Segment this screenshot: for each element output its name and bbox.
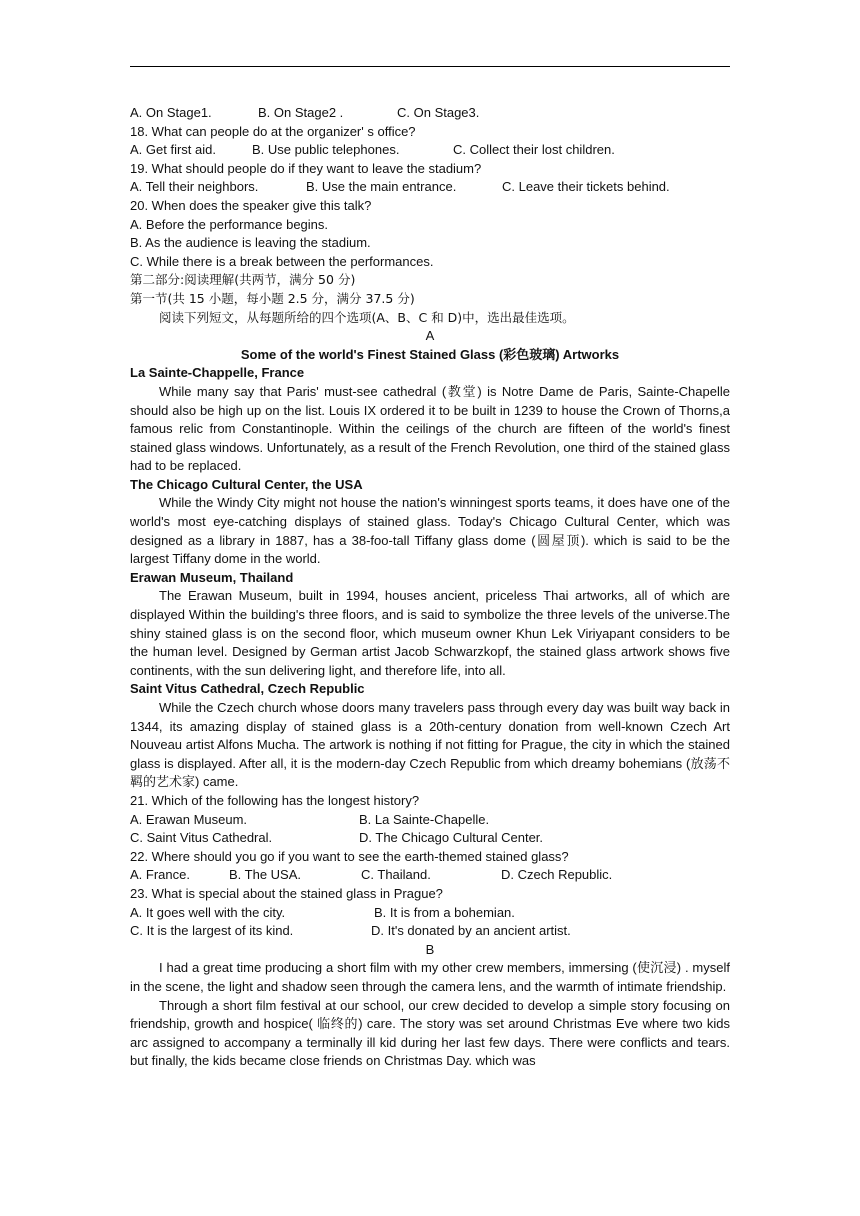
q22-option-a: A. France. — [130, 867, 190, 883]
q18-option-a: A. Get first aid. — [130, 142, 216, 158]
q22-option-b: B. The USA. — [229, 867, 302, 883]
q23-option-d: D. It's donated by an ancient artist. — [371, 923, 571, 939]
passage-b-label: B — [425, 941, 435, 957]
q23-options-row1 — [130, 904, 730, 923]
q18-option-b: B. Use public telephones. — [252, 142, 400, 158]
q18-options — [130, 141, 730, 160]
q23-option-c: C. It is the largest of its kind. — [130, 923, 294, 939]
q19-option-c: C. Leave their tickets behind. — [502, 179, 670, 195]
q21-option-b: B. La Sainte-Chapelle. — [359, 811, 490, 827]
q19-option-a: A. Tell their neighbors. — [130, 179, 259, 195]
paragraph-erawan: The Erawan Museum, built in 1994, houses ancient, priceless Thai artworks, all of which are displayed Within the building's three floors, and is said to symbolize the three levels of the universe.The shiny stained glass is on the second floor, which museum owner Khun Lek Viriyapant considers to be the human level. Designed by German artist Jacob Schwarzkopf, the stained glass artwork shows five continents, with the sun delivering light, and therefore life, into all. — [130, 588, 730, 678]
q22-option-d: D. Czech Republic. — [501, 867, 613, 883]
passage-a-label: A — [425, 328, 435, 344]
q21-option-d: D. The Chicago Cultural Center. — [359, 830, 544, 846]
section-heading-sainte-chapelle: La Sainte-Chappelle, France — [130, 365, 305, 381]
q22-options — [130, 866, 730, 885]
q21-options-row1 — [130, 811, 730, 830]
passage-b-paragraph-2: Through a short film festival at our school, our crew decided to develop a simple story focusing on friendship, growth and hospice( 临终的) care. The story was set around Christmas Eve where two kids arc assigned to accompany a terminally ill kid during her last few days. There were conflicts and tears. but finally, the kids became close friends on Christmas Day. which was — [130, 997, 730, 1069]
paragraph-sainte-chapelle: While many say that Paris' must-see cathedral (教堂) is Notre Dame de Paris, Sainte-Chapelle should also be high up on the list. Louis IX ordered it to be built in 1239 to house the Crown of Thorns,a famous relic from Constantinople. Within the ceilings of the church are fifteen of the world's finest stained glass windows. Unfortunately, as a result of the French Revolution, one third of the stained glass had to be replaced. — [130, 383, 730, 474]
instructions: 阅读下列短文，从每题所给的四个选项(A、B、C 和 D)中，选出最佳选项。 — [159, 309, 575, 325]
section-heading-chicago: The Chicago Cultural Center, the USA — [130, 476, 363, 492]
q23-question: 23. What is special about the stained glass in Prague? — [130, 885, 443, 901]
q18-option-c: C. Collect their lost children. — [453, 142, 615, 158]
part2-heading: 第二部分:阅读理解(共两节，满分 50 分) — [130, 272, 356, 288]
q17-options — [130, 104, 730, 123]
q20-question: 20. When does the speaker give this talk? — [130, 197, 372, 213]
document-content — [130, 104, 730, 1071]
q20-option-b: B. As the audience is leaving the stadium. — [130, 235, 371, 251]
q23-options-row2 — [130, 922, 730, 941]
q19-options — [130, 178, 730, 197]
q20-option-a: A. Before the performance begins. — [130, 216, 329, 232]
q22-question: 22. Where should you go if you want to see the earth-themed stained glass? — [130, 848, 569, 864]
passage-a-title: Some of the world's Finest Stained Glass (彩色玻璃) Artworks — [240, 346, 620, 362]
paragraph-chicago: While the Windy City might not house the nation's winningest sports teams, it does have one of the world's most eye-catching displays of stained glass. Today's Chicago Cultural Center, which was designed as a library in 1887, has a 38-foo-tall Tiffany glass dome (圆屋顶). which is said to be the largest Tiffany dome in the world. — [130, 495, 730, 567]
section-heading-saint-vitus: Saint Vitus Cathedral, Czech Republic — [130, 681, 365, 697]
header-rule — [130, 66, 730, 67]
q23-option-a: A. It goes well with the city. — [130, 904, 286, 920]
q19-option-b: B. Use the main entrance. — [306, 179, 457, 195]
q18-question: 18. What can people do at the organizer' s office? — [130, 123, 416, 139]
q17-option-c: C. On Stage3. — [397, 105, 480, 120]
q22-option-c: C. Thailand. — [361, 867, 431, 883]
q19-question: 19. What should people do if they want to leave the stadium? — [130, 160, 482, 176]
q17-option-a: A. On Stage1. — [130, 105, 212, 120]
section1-heading: 第一节(共 15 小题，每小题 2.5 分，满分 37.5 分) — [130, 290, 415, 306]
paragraph-saint-vitus: While the Czech church whose doors many travelers pass through every day was built way back in 1344, its amazing display of stained glass is a 20th-century donation from well-known Czech Art Nouveau artist Alfons Mucha. The artwork is nothing if not fitting for Prague, the city in which the stained glass is displayed. After all, it is the modern-day Czech Republic from which dreamy bohemians (放荡不羁的艺术家) came. — [130, 700, 730, 790]
q21-option-a: A. Erawan Museum. — [130, 811, 248, 827]
q21-question: 21. Which of the following has the longest history? — [130, 792, 420, 808]
q21-options-row2 — [130, 829, 730, 848]
q20-option-c: C. While there is a break between the performances. — [130, 253, 434, 269]
q23-option-b: B. It is from a bohemian. — [374, 904, 515, 920]
q17-option-b: B. On Stage2 . — [258, 105, 344, 120]
section-heading-erawan: Erawan Museum, Thailand — [130, 569, 294, 585]
passage-b-paragraph-1: I had a great time producing a short film with my other crew members, immersing (使沉浸) . myself in the scene, the light and shadow seen through the camera lens, and the warmth of intimate friendship. — [130, 960, 730, 994]
q21-option-c: C. Saint Vitus Cathedral. — [130, 830, 273, 846]
